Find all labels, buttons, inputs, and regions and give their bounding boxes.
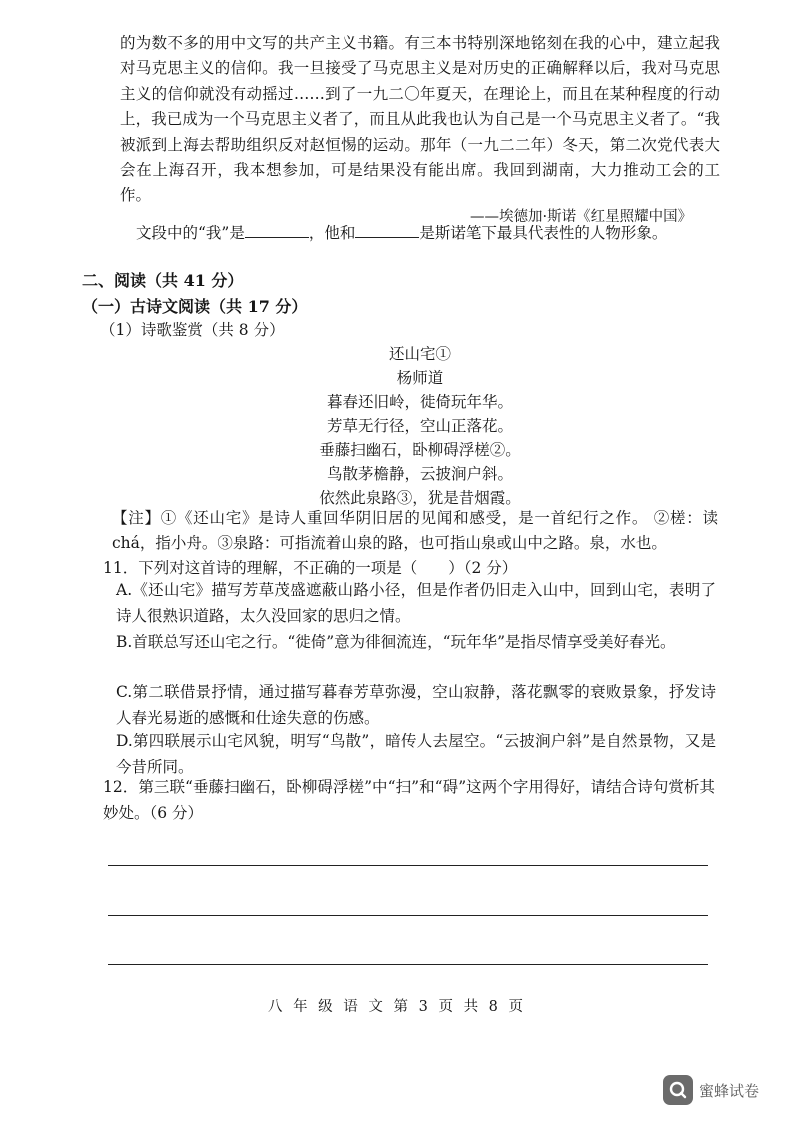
watermark-logo-icon bbox=[663, 1075, 693, 1105]
answer-blank-1[interactable] bbox=[245, 223, 309, 238]
answer-blank-2[interactable] bbox=[355, 223, 419, 238]
q11-stem: 11．下列对这首诗的理解，不正确的一项是（ ）（2 分） bbox=[103, 559, 518, 577]
page-footer: 八 年 级 语 文 第 3 页 共 8 页 bbox=[267, 999, 527, 1015]
passage-source: ——埃德加·斯诺《红星照耀中国》 bbox=[470, 209, 693, 225]
poem-line: 暮春还旧岭，徙倚玩年华。 bbox=[326, 393, 513, 411]
poem-line: 鸟散茅檐静，云披涧户斜。 bbox=[326, 465, 513, 483]
poem-author: 杨师道 bbox=[396, 369, 444, 387]
watermark bbox=[663, 1075, 759, 1105]
answer-line[interactable] bbox=[108, 865, 708, 866]
q11-option-b[interactable]: B.首联总写还山宅之行。“徙倚”意为徘徊流连，“玩年华”是指尽情享受美好春光。 bbox=[116, 633, 676, 651]
section-title: 二、阅读（共 41 分） bbox=[82, 271, 244, 290]
poem-line: 芳草无行径，空山正落花。 bbox=[326, 417, 513, 435]
passage-text: 的为数不多的用中文写的共产主义书籍。有三本书特别深地铭刻在我的心中，建立起我对马克思主义的信仰。我一旦接受了马克思主义是对历史的正确解释以后，我对马克思主义的信仰就没有动摇过……到了一九二〇年夏天，在理论上，而且在某种程度的行动上，我已成为一个马克思主义者了，而且从此我也认为自己是一个马克思主义者了。“我被派到上海去帮助组织反对赵恒惕的运动。那年（一九二二年）冬天，第二次党代表大会在上海召开，我本想参加，可是结果没有能出席。我回到湖南，大力推动工会的工作。 bbox=[120, 34, 720, 205]
watermark-text: 蜜蜂试卷 bbox=[699, 1081, 760, 1100]
question-text-3: 是斯诺笔下最具代表性的人物形象。 bbox=[419, 224, 668, 242]
poem-title: 还山宅① bbox=[388, 345, 451, 363]
q11-option-d[interactable]: D.第四联展示山宅风貌，明写“鸟散”，暗传人去屋空。“云披涧户斜”是自然景物，又是今昔所同。 bbox=[116, 732, 716, 776]
q11-option-c[interactable]: C.第二联借景抒情，通过描写暮春芳草弥漫，空山寂静，落花飘零的衰败景象，抒发诗人春光易逝的感慨和仕途失意的伤感。 bbox=[116, 683, 716, 727]
poem-line: 垂藤扫幽石，卧柳碍浮槎②。 bbox=[319, 441, 521, 459]
question-text-1: 文段中的“我”是 bbox=[136, 224, 245, 242]
poem-line: 依然此泉路③，犹是昔烟霞。 bbox=[319, 489, 521, 507]
question-text-2: ，他和 bbox=[308, 224, 356, 242]
q11-option-a[interactable]: A.《还山宅》描写芳草茂盛遮蔽山路小径，但是作者仍旧走入山中，回到山宅，表明了诗人很熟识道路，太久没回家的思归之情。 bbox=[116, 581, 716, 625]
sub-item-title: （1）诗歌鉴赏（共 8 分） bbox=[100, 321, 285, 339]
answer-line[interactable] bbox=[108, 964, 708, 965]
q12-stem: 12．第三联“垂藤扫幽石，卧柳碍浮槎”中“扫”和“碍”这两个字用得好，请结合诗句赏析其妙处。（6 分） bbox=[103, 778, 715, 822]
answer-line[interactable] bbox=[108, 915, 708, 916]
subsection-title: （一）古诗文阅读（共 17 分） bbox=[82, 297, 308, 316]
passage-question bbox=[136, 221, 667, 246]
poem-note: 【注】①《还山宅》是诗人重回华阴旧居的见闻和感受，是一首纪行之作。 ②槎：读 chá，指小舟。③泉路：可指流着山泉的路，也可指山泉或山中之路。泉，水也。 bbox=[112, 509, 718, 552]
